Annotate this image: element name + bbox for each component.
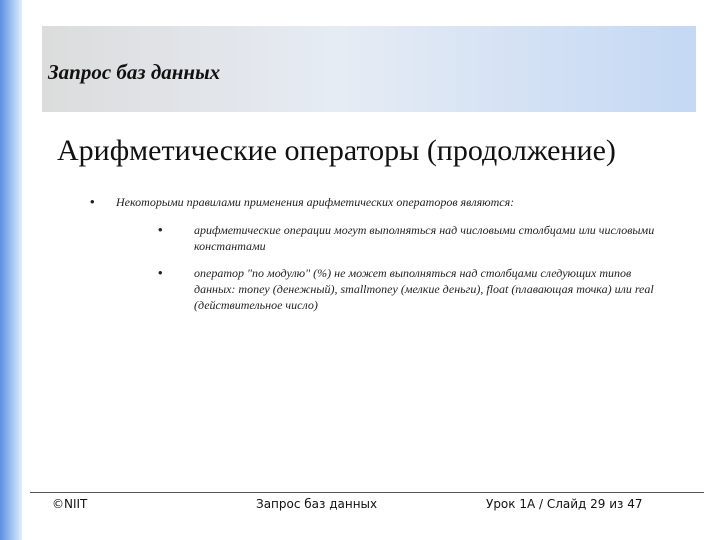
decorative-side-strip bbox=[0, 0, 22, 540]
rule-text: оператор "по модулю" (%) не может выполняться над столбцами следующих типов данных: money (денежный), smallmoney (мелкие деньги), float (плавающая точка) или real (действительное число) bbox=[194, 266, 654, 312]
intro-text: Некоторыми правилами применения арифметических операторов являются: bbox=[116, 195, 515, 209]
slide-heading: Арифметические операторы (продолжение) bbox=[57, 134, 616, 167]
bullet-marker: • bbox=[158, 265, 163, 280]
intro-bullet bbox=[90, 194, 690, 210]
rule-item bbox=[158, 222, 678, 254]
rule-text: арифметические операции могут выполняться над числовыми столбцами или числовыми константами bbox=[194, 223, 655, 253]
footer-copyright: ©NIIT bbox=[52, 497, 88, 511]
footer-title: Запрос баз данных bbox=[256, 497, 378, 511]
bullet-marker: • bbox=[158, 222, 163, 237]
footer-divider bbox=[30, 492, 704, 493]
rule-item bbox=[158, 265, 678, 313]
footer-page-number: Урок 1А / Слайд 29 из 47 bbox=[486, 497, 643, 511]
header-title: Запрос баз данных bbox=[48, 60, 221, 84]
bullet-marker: • bbox=[90, 194, 95, 209]
